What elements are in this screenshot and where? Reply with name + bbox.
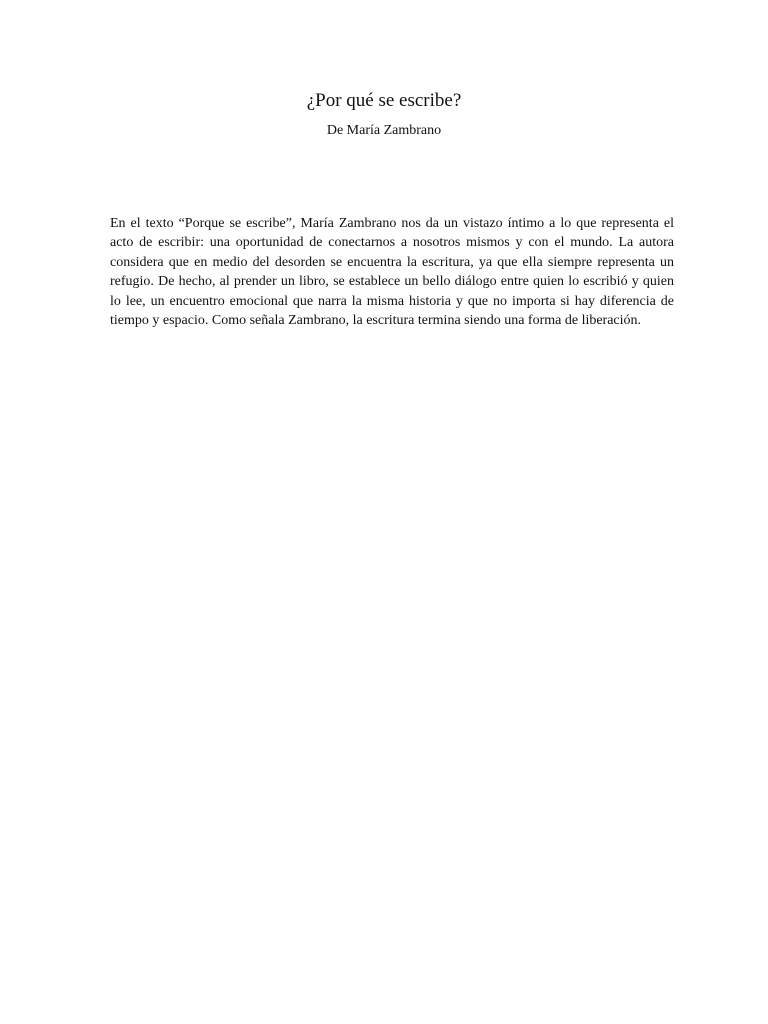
author-line: De María Zambrano (326, 123, 442, 138)
document-title: ¿Por qué se escribe? (306, 90, 462, 111)
body-paragraph: En el texto “Porque se escribe”, María Zambrano nos da un vistazo íntimo a lo que representa el acto de escribir: una oportunidad de conectarnos a nosotros mismos y con el mundo. La autora considera que en medio del desorden se encuentra la escritura, ya que ella siempre representa un refugio. De hecho, al prender un libro, se establece un bello diálogo entre quien lo escribió y quien lo lee, un encuentro emocional que narra la misma historia y que no importa si hay diferencia de tiempo y espacio. Como señala Zambrano, la escritura termina siendo una forma de liberación. (110, 216, 674, 329)
